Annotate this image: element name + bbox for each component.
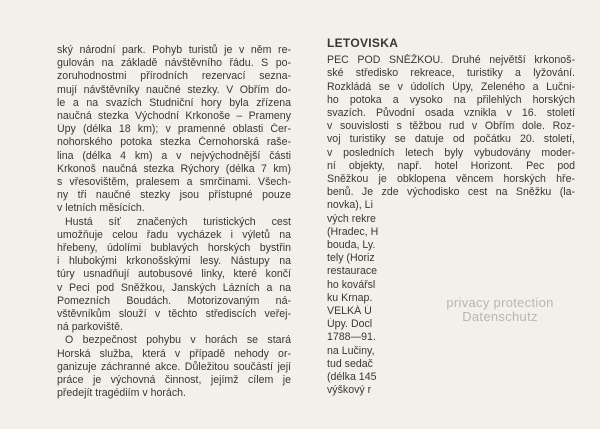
text-line: v letních měsících. xyxy=(57,202,145,215)
text-line: novka), Li xyxy=(327,199,373,212)
text-line: tely (Horiz xyxy=(327,252,375,265)
section-heading: LETOVISKA xyxy=(327,36,399,50)
text-line: naučná stezka Východní Krkonoše – Prameny xyxy=(57,110,291,123)
text-line: ho potoka a vysoko na přilehlých horských xyxy=(327,93,575,106)
text-line: umožňuje celou řadu vycházek i výletů na xyxy=(57,228,291,241)
text-line: vých rekre xyxy=(327,212,376,225)
text-line: Sněžkou je obklopena věncem horských hře- xyxy=(327,173,575,186)
text-line: ský národní park. Pohyb turistů je v něm re- xyxy=(57,44,291,56)
text-line: benů. Je zde východisko cest na Sněžku (la- xyxy=(327,186,575,199)
watermark-line: privacy protection xyxy=(446,295,554,310)
text-line: Krkonoš naučná stezka Rýchory (délka 7 km) xyxy=(57,162,291,175)
text-line: ná parkoviště. xyxy=(57,321,123,334)
text-line: mují návštěvníky naučné stezky. V Obřím do- xyxy=(57,83,291,96)
text-line: ganizuje záchranné akce. Důležitou součástí její xyxy=(57,360,291,373)
text-line: ku Krnap. xyxy=(327,291,373,304)
text-line: i hlubokými krkonošskými lesy. Nástupy na xyxy=(57,255,291,268)
text-line: předejít tragédiím v horách. xyxy=(57,387,186,400)
privacy-watermark xyxy=(420,296,580,324)
left-column xyxy=(57,44,291,400)
privacy-mask xyxy=(388,230,600,420)
text-line: restaurace xyxy=(327,265,378,278)
text-line: ho kovářsl xyxy=(327,278,376,291)
text-line: ské středisko rekreace, turistiky a lyžování. xyxy=(327,67,575,80)
text-line: Úpy (délka 18 km); v pramenné oblasti Čer- xyxy=(57,123,291,136)
text-line: Hustá síť značených turistických cest xyxy=(65,215,291,228)
text-line: ny tři naučné stezky jsou přístupné pouze xyxy=(57,189,291,202)
text-line: Pomezních Boudách. Motorizovaným ná- xyxy=(57,294,291,307)
text-line: zoruhodnostmi přírodních rezervací sezna- xyxy=(57,70,291,83)
text-line: ní objekty, např. hotel Horizont. Pec pod xyxy=(327,159,575,172)
watermark-line: Datenschutz xyxy=(462,309,538,324)
text-line: O bezpečnost pohybu v horách se stará xyxy=(65,334,291,347)
text-line: 1788—91. xyxy=(327,331,376,344)
text-line: túry usnadňují autobusové linky, které končí xyxy=(57,268,291,281)
text-line: tud sedač xyxy=(327,357,373,370)
text-line: voj turistiky se datuje od počátku 20. století, xyxy=(327,133,575,146)
text-line: Úpy. Docl xyxy=(327,318,373,331)
text-line: Horská služba, která v případě nehody or- xyxy=(57,347,291,360)
text-line: práce je výchovná činnost, jejímž cílem je xyxy=(57,374,291,387)
paragraph-mountain-service xyxy=(57,334,291,400)
text-line: Rozkládá se v údolích Úpy, Zeleného a Lučni- xyxy=(327,80,575,93)
text-line: lina (délka 4 km) a v nejvýchodnější části xyxy=(57,149,291,162)
text-line: s vřesovištěm, pralesem a smrčinami. Všech- xyxy=(57,176,291,189)
text-line: gulován na základě návštěvního řádu. S po- xyxy=(57,57,291,70)
text-line: na Lučiny, xyxy=(327,344,375,357)
paragraph-trails xyxy=(57,216,291,335)
text-line: nohorského potoka stezka Černohorská raše- xyxy=(57,136,291,149)
text-line: výškový r xyxy=(327,384,372,397)
text-line: svazích. Původní osada vznikla v 16. století xyxy=(327,107,575,120)
paragraph-national-park xyxy=(57,44,291,216)
text-line: bouda, Ly. xyxy=(327,239,376,252)
text-line: v souvislosti s těžbou rud v Obřím dole. Roz- xyxy=(327,120,575,133)
text-line: VELKÁ Ú xyxy=(327,305,372,318)
text-line: vštěvníkům slouží v těchto střediscích veřej- xyxy=(57,308,291,321)
text-line: v Peci pod Sněžkou, Janských Lázních a na xyxy=(57,281,291,294)
text-line: PEC POD SNĚŽKOU. Druhé největší krkonoš- xyxy=(327,54,575,67)
text-line: (délka 145 xyxy=(327,371,377,384)
text-line: le a na svazích Studniční hory byla zřízena xyxy=(57,96,291,109)
text-line: hřebeny, údolími bublavých horských bystřin xyxy=(57,242,291,255)
text-line: v posledních letech byly vybudovány moder- xyxy=(327,146,575,159)
text-line: (Hradec, H xyxy=(327,225,379,238)
